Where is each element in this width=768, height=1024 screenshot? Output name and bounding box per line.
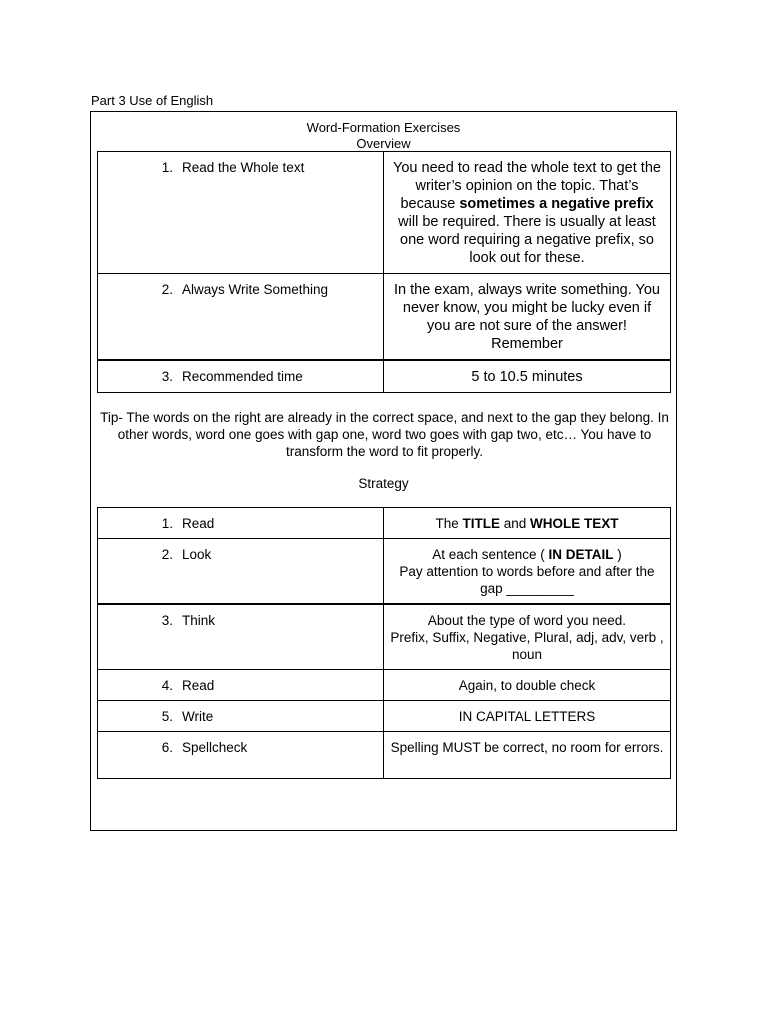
desc-line: Pay attention to words before and after the gap _________ bbox=[399, 564, 655, 596]
desc-text: At each sentence ( bbox=[432, 547, 549, 562]
step-number: 6. bbox=[161, 740, 173, 755]
exercise-title: Word-Formation Exercises bbox=[306, 120, 461, 135]
step-label: Write bbox=[182, 709, 214, 724]
step-number: 2. bbox=[161, 547, 173, 562]
strategy-desc-cell bbox=[384, 508, 671, 539]
overview-desc-cell bbox=[384, 152, 671, 274]
overview-desc-cell bbox=[384, 360, 671, 393]
strategy-desc-cell bbox=[384, 604, 671, 670]
step-label: Read bbox=[182, 678, 215, 693]
overview-desc-cell bbox=[384, 274, 671, 361]
desc-line: Prefix, Suffix, Negative, Plural, adj, adv, verb , noun bbox=[390, 630, 664, 662]
table-row bbox=[98, 360, 671, 393]
strategy-desc-cell bbox=[384, 701, 671, 732]
desc-text: In the exam, always write something. You never know, you might be lucky even if you are not sure of the answer! Remember bbox=[394, 282, 660, 352]
table-row bbox=[98, 604, 671, 670]
desc-text: You need to read the whole text to get the writer’s opinion on the topic. That’s because bbox=[393, 160, 661, 212]
strategy-desc-cell bbox=[384, 732, 671, 779]
step-number: 3. bbox=[161, 613, 173, 628]
step-number: 1. bbox=[161, 516, 173, 531]
step-number: 3. bbox=[161, 369, 173, 384]
overview-table bbox=[97, 151, 671, 393]
strategy-desc-cell bbox=[384, 539, 671, 605]
exercise-box bbox=[90, 111, 677, 831]
desc-text: The bbox=[435, 516, 463, 531]
overview-step-cell bbox=[98, 274, 384, 361]
step-label: Think bbox=[182, 613, 216, 628]
step-number: 1. bbox=[161, 160, 173, 175]
table-row bbox=[98, 701, 671, 732]
table-row bbox=[98, 508, 671, 539]
desc-text: ) bbox=[613, 547, 622, 562]
desc-emphasis: TITLE bbox=[462, 516, 500, 531]
strategy-step-cell bbox=[98, 701, 384, 732]
table-row bbox=[98, 732, 671, 779]
desc-emphasis: IN DETAIL bbox=[548, 547, 614, 562]
table-row bbox=[98, 670, 671, 701]
strategy-step-cell bbox=[98, 508, 384, 539]
desc-emphasis: WHOLE TEXT bbox=[530, 516, 619, 531]
desc-text: 5 to 10.5 minutes bbox=[471, 369, 583, 385]
table-row bbox=[98, 539, 671, 605]
strategy-desc-cell bbox=[384, 670, 671, 701]
strategy-table bbox=[97, 507, 671, 779]
table-row bbox=[98, 152, 671, 274]
tip-text: Tip- The words on the right are already in the correct space, and next to the gap they belong. In other words, word one goes with gap one, word two goes with gap two, etc… You have to transform the word to fit properly. bbox=[100, 410, 669, 459]
step-label: Read the Whole text bbox=[182, 160, 305, 175]
desc-text: Spelling MUST be correct, no room for errors. bbox=[390, 740, 664, 755]
overview-step-cell bbox=[98, 360, 384, 393]
step-number: 2. bbox=[161, 282, 173, 297]
step-label: Spellcheck bbox=[182, 740, 248, 755]
overview-heading: Overview bbox=[356, 136, 411, 151]
desc-text: Again, to double check bbox=[458, 678, 596, 693]
desc-line bbox=[390, 546, 664, 563]
step-number: 5. bbox=[161, 709, 173, 724]
step-label: Always Write Something bbox=[182, 282, 329, 297]
step-label: Recommended time bbox=[182, 369, 303, 384]
step-label: Look bbox=[182, 547, 212, 562]
step-label: Read bbox=[182, 516, 215, 531]
strategy-step-cell bbox=[98, 732, 384, 779]
overview-step-cell bbox=[98, 152, 384, 274]
desc-text: and bbox=[499, 516, 531, 531]
desc-text: will be required. There is usually at least one word requiring a negative prefix, so look out for these. bbox=[398, 214, 656, 266]
strategy-heading: Strategy bbox=[358, 476, 409, 491]
step-number: 4. bbox=[161, 678, 173, 693]
part-title: Part 3 Use of English bbox=[91, 93, 214, 108]
strategy-step-cell bbox=[98, 670, 384, 701]
desc-text: IN CAPITAL LETTERS bbox=[458, 709, 596, 724]
strategy-step-cell bbox=[98, 604, 384, 670]
desc-line: About the type of word you need. bbox=[427, 613, 627, 628]
strategy-step-cell bbox=[98, 539, 384, 605]
desc-emphasis: sometimes a negative prefix bbox=[459, 196, 654, 212]
table-row bbox=[98, 274, 671, 361]
